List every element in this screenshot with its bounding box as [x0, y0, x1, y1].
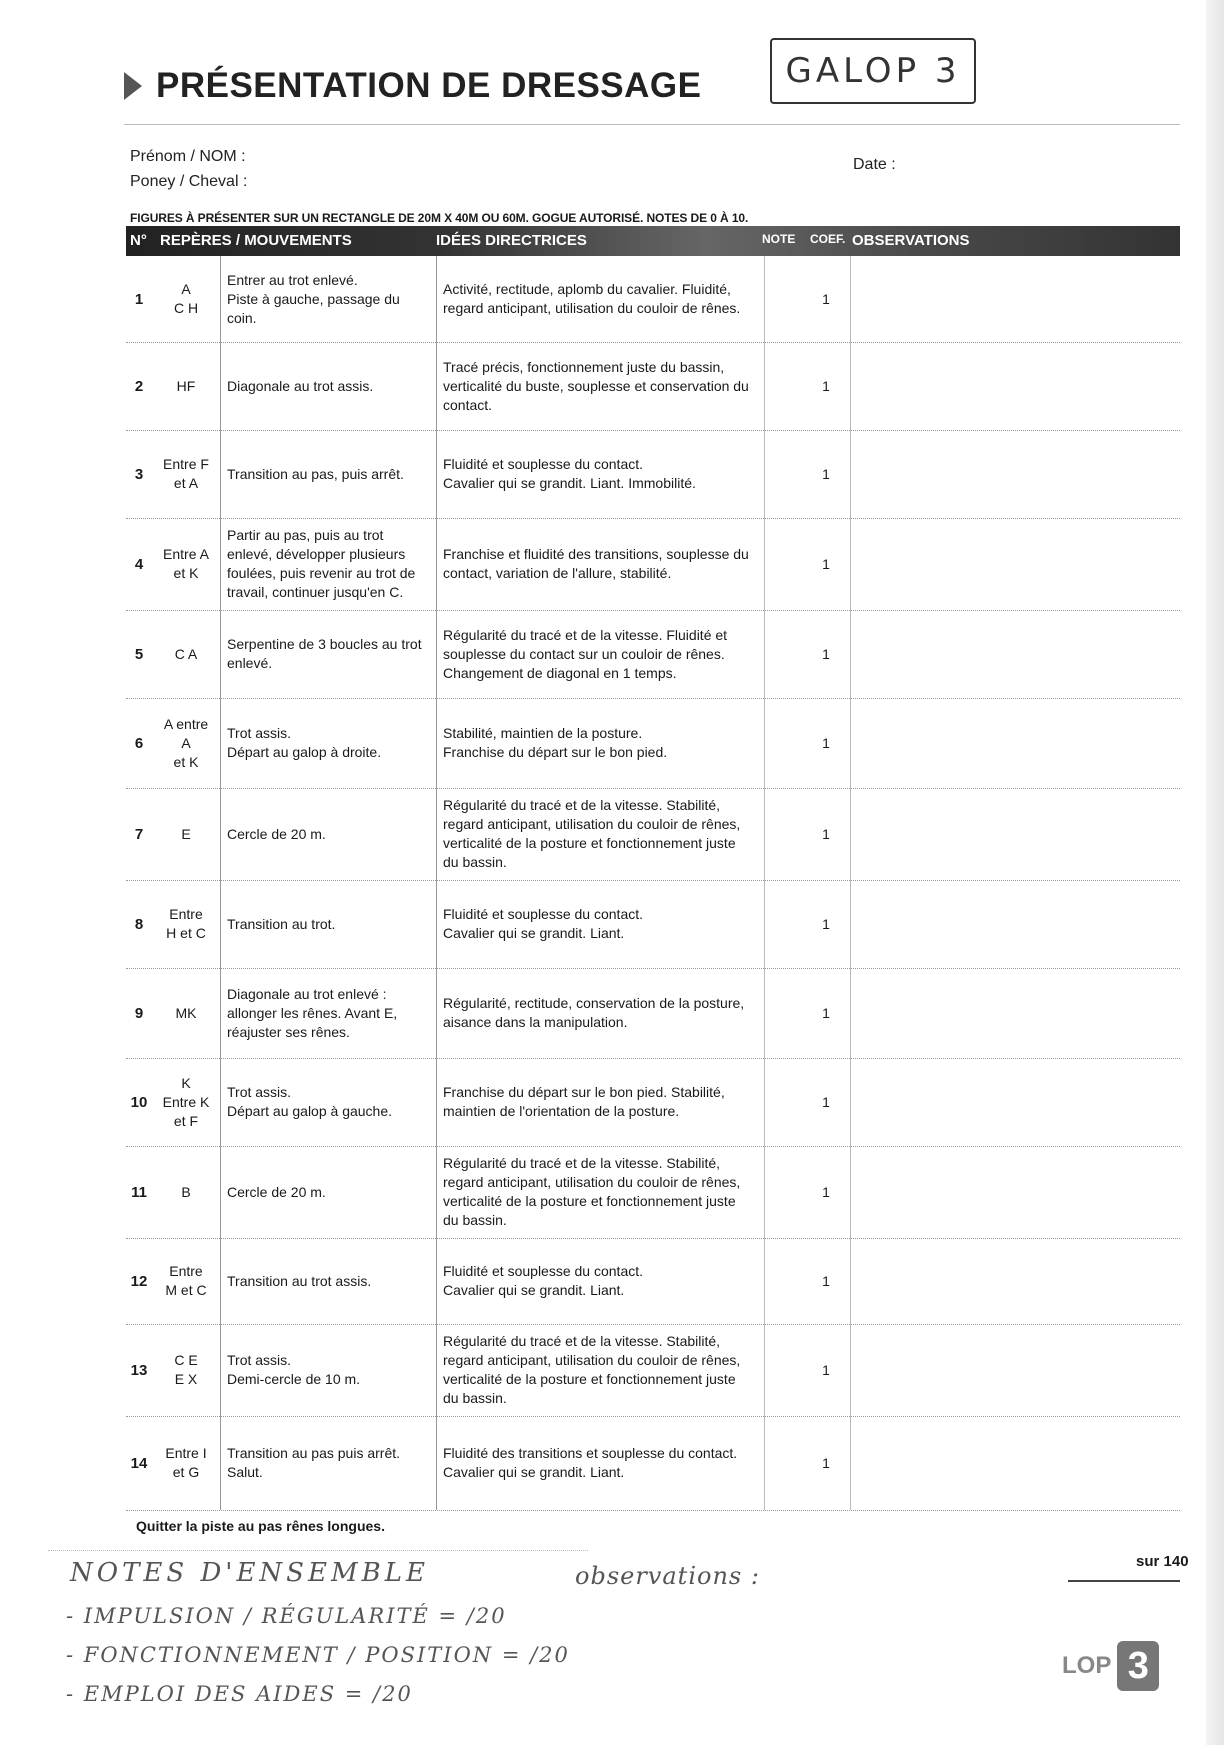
total-underline — [1068, 1580, 1180, 1582]
row-number: 13 — [130, 1361, 148, 1379]
row-number: 10 — [130, 1093, 148, 1111]
note-cell[interactable] — [764, 968, 765, 1058]
name-label: Prénom / NOM : — [130, 148, 246, 165]
exit-instruction: Quitter la piste au pas rênes longues. — [136, 1518, 385, 1534]
row-movement: Diagonale au trot assis. — [220, 342, 434, 430]
pony-label: Poney / Cheval : — [130, 173, 248, 190]
galop-level-box: GALOP 3 — [770, 38, 976, 104]
row-markers: A entre A et K — [163, 715, 209, 770]
row-coef: 1 — [822, 825, 830, 842]
row-number: 9 — [134, 1004, 144, 1022]
row-movement: Trot assis. Demi-cercle de 10 m. — [220, 1324, 434, 1416]
notes-divider — [48, 1550, 588, 1551]
table-row — [126, 518, 1180, 611]
observation-cell[interactable] — [850, 968, 851, 1058]
row-number: 2 — [134, 377, 144, 395]
observation-cell[interactable] — [850, 1058, 851, 1146]
row-coef: 1 — [822, 1454, 830, 1471]
table-row — [126, 1146, 1180, 1239]
row-movement: Transition au pas puis arrêt. Salut. — [220, 1416, 434, 1510]
row-coef: 1 — [822, 465, 830, 482]
row-coef: 1 — [822, 377, 830, 394]
row-movement: Trot assis. Départ au galop à gauche. — [220, 1058, 434, 1146]
note-cell[interactable] — [764, 698, 765, 788]
header-divider — [124, 124, 1180, 125]
row-movement: Serpentine de 3 boucles au trot enlevé. — [220, 610, 434, 698]
note-cell[interactable] — [764, 1146, 765, 1238]
note-cell[interactable] — [764, 1238, 765, 1324]
row-movement: Trot assis. Départ au galop à droite. — [220, 698, 434, 788]
row-markers: MK — [175, 1004, 197, 1021]
row-number: 14 — [130, 1454, 148, 1472]
row-ideas: Régularité du tracé et de la vitesse. Stabilité, regard anticipant, utilisation du couloir de rênes, verticalité de la posture et fonctionnement juste du bassin. — [436, 1146, 764, 1238]
handwritten-line-aides: - EMPLOI DES AIDES = /20 — [66, 1682, 413, 1706]
table-row — [126, 968, 1180, 1059]
note-cell[interactable] — [764, 1324, 765, 1416]
row-coef: 1 — [822, 290, 830, 307]
row-ideas: Fluidité et souplesse du contact. Cavalier qui se grandit. Liant. — [436, 1238, 764, 1324]
row-ideas: Fluidité et souplesse du contact. Cavalier qui se grandit. Liant. Immobilité. — [436, 430, 764, 518]
row-markers: Entre H et C — [166, 906, 206, 941]
note-cell[interactable] — [764, 518, 765, 610]
row-movement: Cercle de 20 m. — [220, 788, 434, 880]
row-coef: 1 — [822, 915, 830, 932]
observation-cell[interactable] — [850, 1238, 851, 1324]
row-movement: Partir au pas, puis au trot enlevé, développer plusieurs foulées, puis revenir au trot de travail, continuer jusqu'en C. — [220, 518, 434, 610]
date-label: Date : — [853, 156, 896, 173]
galop-logo — [1062, 1636, 1192, 1696]
row-coef: 1 — [822, 1093, 830, 1110]
observation-cell[interactable] — [850, 880, 851, 968]
row-ideas: Fluidité des transitions et souplesse du contact. Cavalier qui se grandit. Liant. — [436, 1416, 764, 1510]
row-ideas: Franchise et fluidité des transitions, souplesse du contact, variation de l'allure, stabilité. — [436, 518, 764, 610]
row-markers: Entre F et A — [163, 456, 209, 491]
table-row — [126, 880, 1180, 969]
observation-cell[interactable] — [850, 698, 851, 788]
note-cell[interactable] — [764, 788, 765, 880]
observation-cell[interactable] — [850, 342, 851, 430]
table-row — [126, 1238, 1180, 1325]
handwritten-line-impulsion: - IMPULSION / RÉGULARITÉ = /20 — [66, 1604, 507, 1628]
table-header — [126, 226, 1180, 256]
row-coef: 1 — [822, 555, 830, 572]
row-markers: Entre A et K — [163, 546, 209, 581]
note-cell[interactable] — [764, 256, 765, 342]
logo-badge: 3 — [1117, 1641, 1159, 1691]
row-ideas: Fluidité et souplesse du contact. Cavalier qui se grandit. Liant. — [436, 880, 764, 968]
row-movement: Transition au pas, puis arrêt. — [220, 430, 434, 518]
row-ideas: Activité, rectitude, aplomb du cavalier. Fluidité, regard anticipant, utilisation du couloir de rênes. — [436, 256, 764, 342]
row-markers: A C H — [173, 281, 199, 316]
row-movement: Transition au trot assis. — [220, 1238, 434, 1324]
row-coef: 1 — [822, 734, 830, 751]
row-number: 4 — [134, 555, 144, 573]
row-number: 1 — [134, 290, 144, 308]
row-markers: E — [181, 825, 191, 842]
logo-text: LOP — [1062, 1652, 1112, 1679]
scan-edge — [1206, 0, 1224, 1745]
instructions: FIGURES À PRÉSENTER SUR UN RECTANGLE DE 20M X 40M OU 60M. GOGUE AUTORISÉ. NOTES DE 0 À 10. — [130, 211, 749, 225]
row-movement: Cercle de 20 m. — [220, 1146, 434, 1238]
page-title: PRÉSENTATION DE DRESSAGE — [156, 66, 702, 105]
total-label: sur 140 — [1136, 1553, 1189, 1570]
row-number: 7 — [134, 825, 144, 843]
row-coef: 1 — [822, 645, 830, 662]
table-row — [126, 788, 1180, 881]
row-markers: Entre I et G — [165, 1445, 207, 1480]
col-num: N° — [130, 232, 147, 249]
handwritten-observations: observations : — [575, 1562, 760, 1590]
table-row — [126, 1324, 1180, 1417]
table-row — [126, 1058, 1180, 1147]
row-number: 3 — [134, 465, 144, 483]
table-row — [126, 342, 1180, 431]
row-coef: 1 — [822, 1004, 830, 1021]
table-row — [126, 1416, 1180, 1511]
observation-cell[interactable] — [850, 256, 851, 342]
col-observations: OBSERVATIONS — [852, 232, 970, 249]
observation-cell[interactable] — [850, 518, 851, 610]
row-coef: 1 — [822, 1183, 830, 1200]
col-coef: COEF. — [810, 232, 846, 246]
handwritten-notes-title: NOTES D'ENSEMBLE — [70, 1558, 429, 1588]
title-block — [124, 66, 702, 106]
table-row — [126, 430, 1180, 519]
note-cell[interactable] — [764, 880, 765, 968]
row-number: 11 — [131, 1183, 147, 1201]
observation-cell[interactable] — [850, 1146, 851, 1238]
row-markers: B — [181, 1183, 191, 1200]
row-number: 5 — [134, 645, 144, 663]
table-row — [126, 256, 1180, 343]
observation-cell[interactable] — [850, 430, 851, 518]
row-coef: 1 — [822, 1272, 830, 1289]
observation-cell[interactable] — [850, 1324, 851, 1416]
note-cell[interactable] — [764, 610, 765, 698]
handwritten-line-position: - FONCTIONNEMENT / POSITION = /20 — [66, 1643, 570, 1667]
row-ideas: Stabilité, maintien de la posture. Franchise du départ sur le bon pied. — [436, 698, 764, 788]
row-markers: HF — [176, 377, 196, 394]
table-row — [126, 610, 1180, 699]
row-movement: Entrer au trot enlevé. Piste à gauche, passage du coin. — [220, 256, 434, 342]
note-cell[interactable] — [764, 1416, 765, 1510]
col-ideas: IDÉES DIRECTRICES — [436, 232, 587, 249]
row-markers: K Entre K et F — [162, 1074, 210, 1129]
row-ideas: Régularité du tracé et de la vitesse. Stabilité, regard anticipant, utilisation du couloir de rênes, verticalité de la posture et fonctionnement juste du bassin. — [436, 1324, 764, 1416]
row-ideas: Régularité, rectitude, conservation de la posture, aisance dans la manipulation. — [436, 968, 764, 1058]
col-note: NOTE — [762, 232, 796, 246]
row-number: 12 — [130, 1272, 148, 1290]
observation-cell[interactable] — [850, 1416, 851, 1510]
observation-cell[interactable] — [850, 610, 851, 698]
col-movements: REPÈRES / MOUVEMENTS — [160, 232, 352, 249]
row-ideas: Régularité du tracé et de la vitesse. Fluidité et souplesse du contact sur un couloir de rênes. Changement de diagonal en 1 temps. — [436, 610, 764, 698]
row-movement: Diagonale au trot enlevé : allonger les rênes. Avant E, réajuster ses rênes. — [220, 968, 434, 1058]
row-markers: Entre M et C — [165, 1263, 207, 1298]
observation-cell[interactable] — [850, 788, 851, 880]
row-ideas: Franchise du départ sur le bon pied. Stabilité, maintien de l'orientation de la posture. — [436, 1058, 764, 1146]
title-arrow-icon — [124, 72, 142, 100]
row-number: 6 — [134, 734, 144, 752]
row-number: 8 — [134, 915, 144, 933]
row-ideas: Tracé précis, fonctionnement juste du bassin, verticalité du buste, souplesse et conservation du contact. — [436, 342, 764, 430]
note-cell[interactable] — [764, 430, 765, 518]
row-ideas: Régularité du tracé et de la vitesse. Stabilité, regard anticipant, utilisation du couloir de rênes, verticalité de la posture et fonctionnement juste du bassin. — [436, 788, 764, 880]
note-cell[interactable] — [764, 1058, 765, 1146]
table-row — [126, 698, 1180, 789]
row-coef: 1 — [822, 1361, 830, 1378]
row-movement: Transition au trot. — [220, 880, 434, 968]
note-cell[interactable] — [764, 342, 765, 430]
row-markers: C A — [174, 645, 198, 662]
row-markers: C E E X — [174, 1352, 198, 1387]
